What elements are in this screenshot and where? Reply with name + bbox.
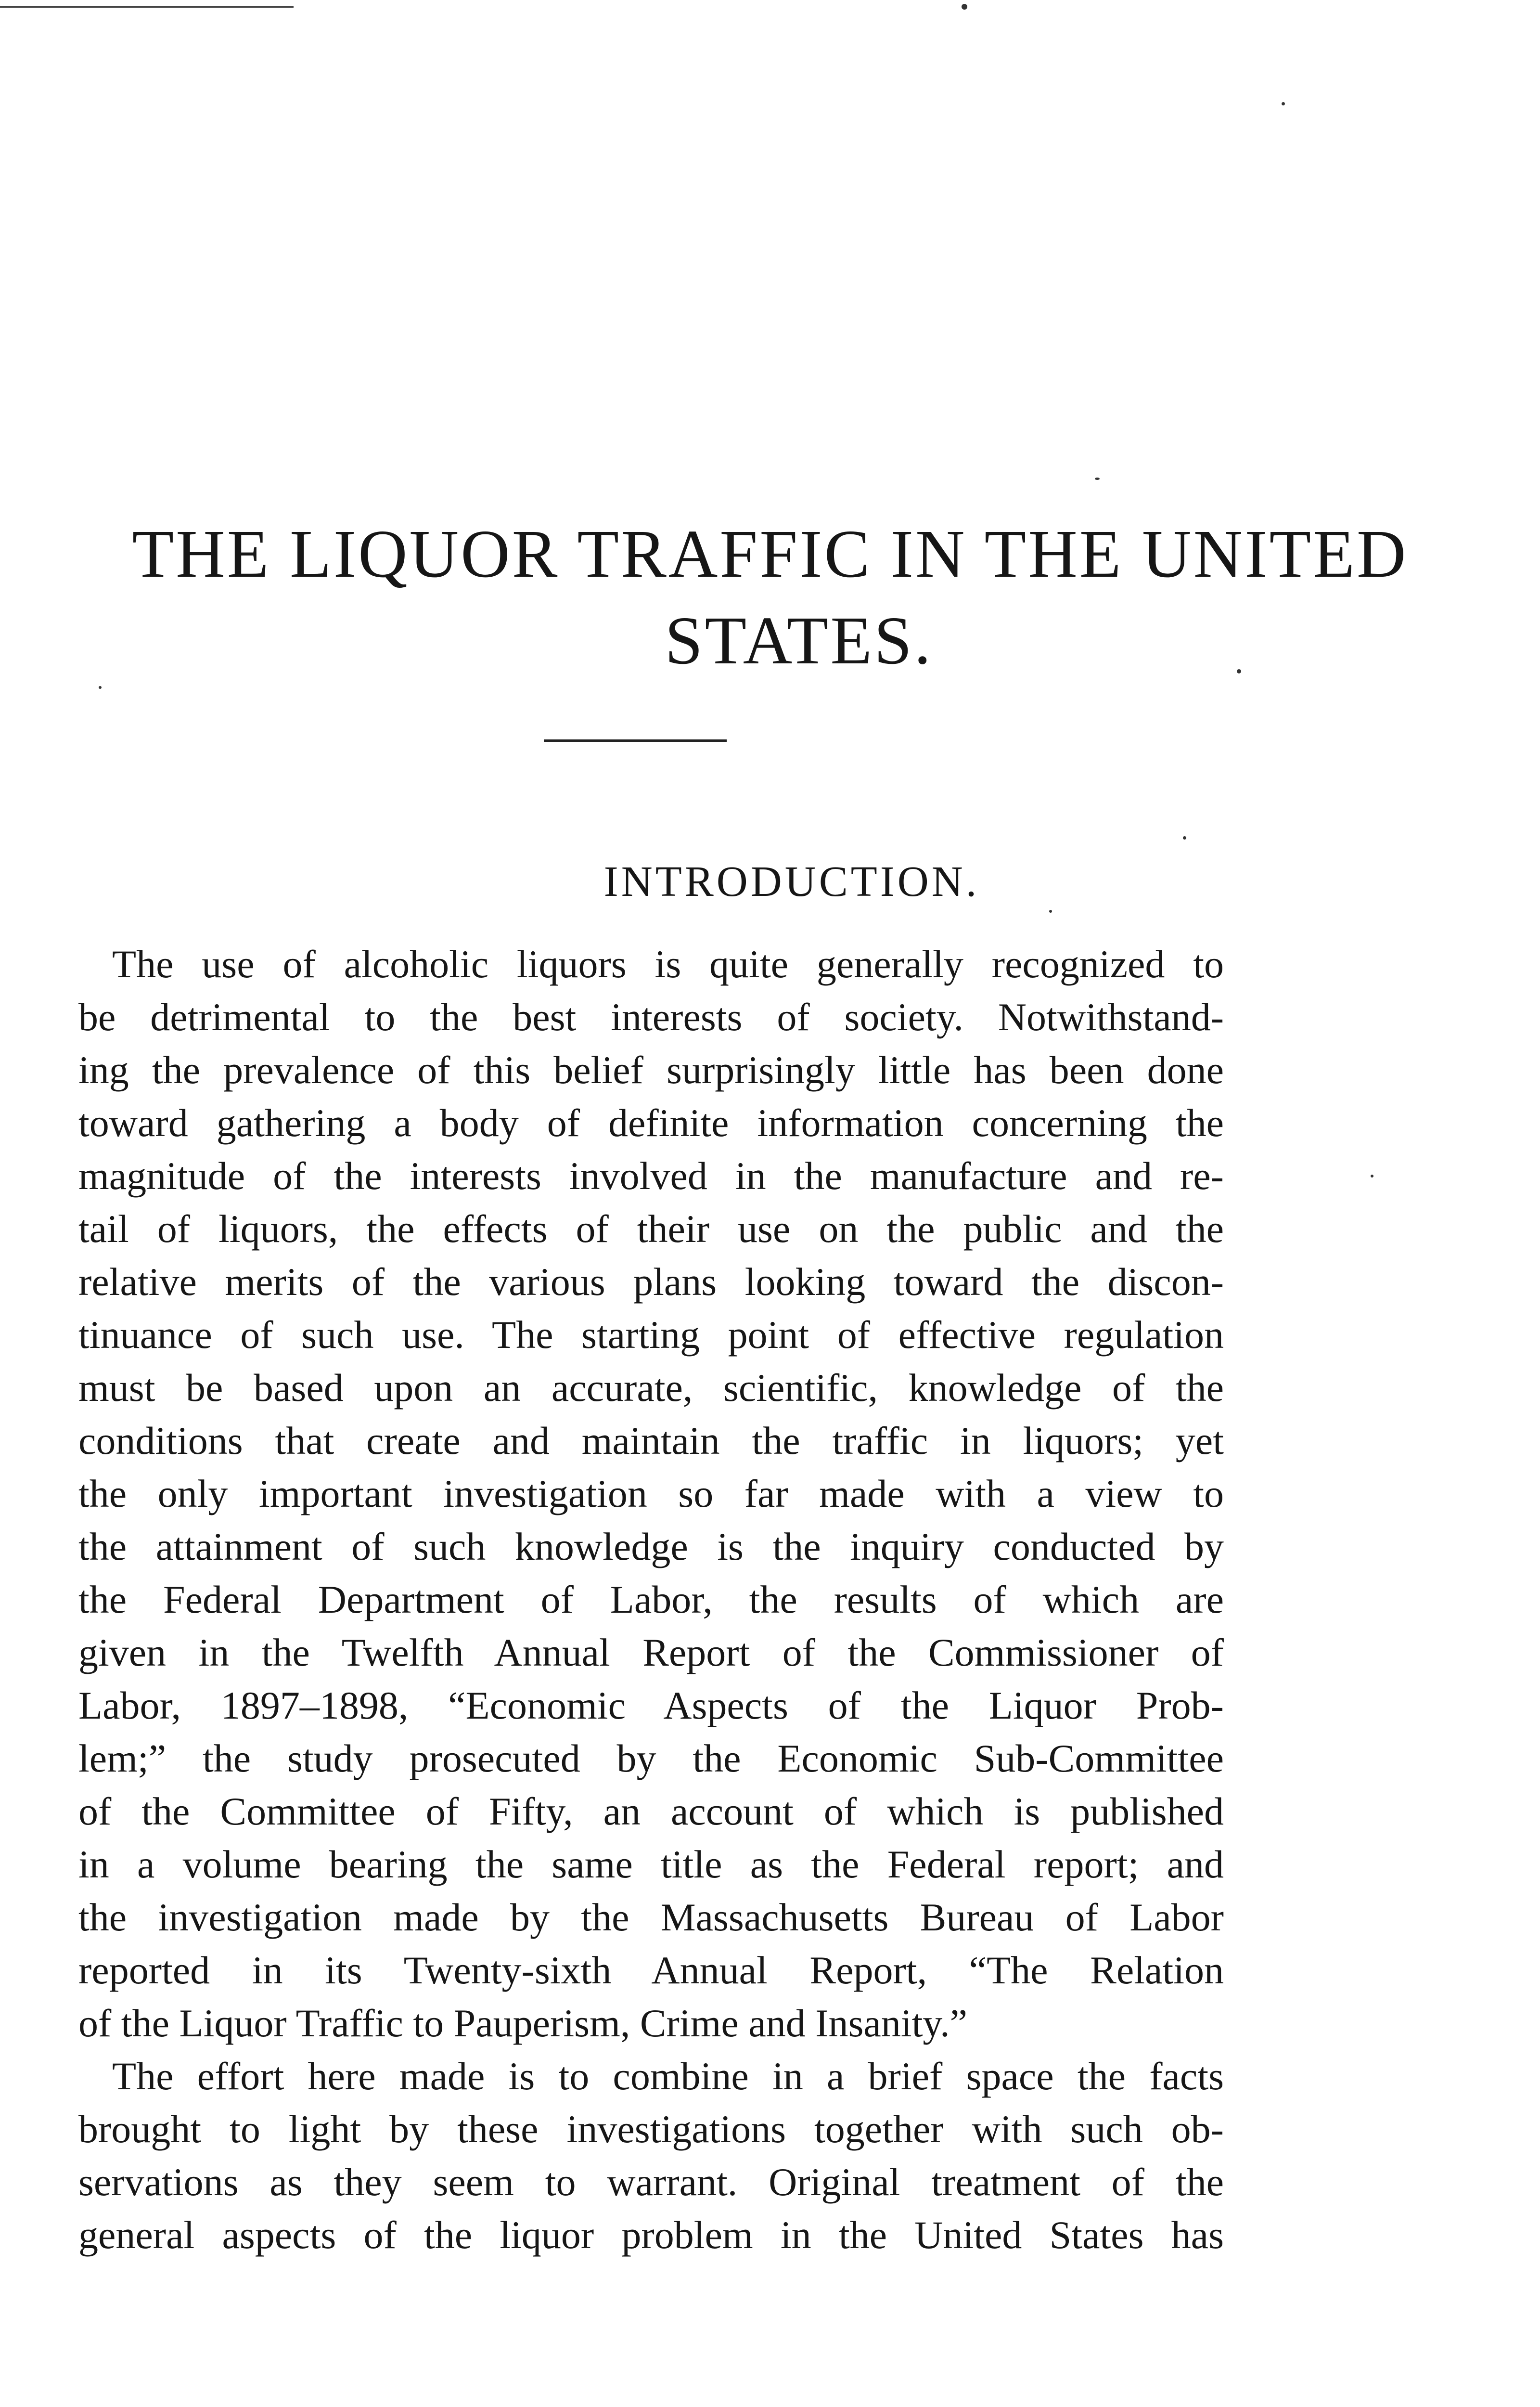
title-divider-rule <box>544 739 727 742</box>
text-line: reported in its Twenty-sixth Annual Report, “The Relation <box>78 1948 1224 1992</box>
text-line: the only important investigation so far made with a view to <box>78 1472 1224 1515</box>
speck <box>1371 1175 1373 1178</box>
speck <box>1183 836 1186 840</box>
chapter-title-line-1: THE LIQUOR TRAFFIC IN THE UNITED <box>132 516 1408 592</box>
text-line: tinuance of such use. The starting point of effective regulation <box>78 1313 1224 1357</box>
chapter-title <box>0 510 1540 684</box>
text-line: tail of liquors, the effects of their use on the public and the <box>78 1207 1224 1251</box>
section-heading: INTRODUCTION. <box>603 858 980 906</box>
text-line: Labor, 1897–1898, “Economic Aspects of the Liquor Prob- <box>78 1683 1224 1727</box>
text-line: of the Committee of Fifty, an account of which is published <box>78 1789 1224 1833</box>
text-line: The effort here made is to combine in a brief space the facts <box>112 2054 1224 2098</box>
text-line: of the Liquor Traffic to Pauperism, Crime and Insanity.” <box>78 2001 967 2045</box>
text-line: general aspects of the liquor problem in the United States has <box>78 2213 1224 2257</box>
text-line: in a volume bearing the same title as the Federal report; and <box>78 1842 1224 1886</box>
speck <box>1095 478 1100 480</box>
text-line: be detrimental to the best interests of society. Notwithstand- <box>78 995 1224 1039</box>
paragraph-2 <box>78 2050 1224 2262</box>
speck <box>1282 102 1285 105</box>
body-text <box>78 938 1224 2262</box>
text-line: toward gathering a body of definite information concerning the <box>78 1101 1224 1145</box>
text-line: the investigation made by the Massachusetts Bureau of Labor <box>78 1895 1224 1939</box>
text-line: the attainment of such knowledge is the inquiry conducted by <box>78 1525 1224 1568</box>
text-line: must be based upon an accurate, scientific, knowledge of the <box>78 1366 1224 1410</box>
chapter-title-line-2: STATES. <box>665 602 933 678</box>
text-line: servations as they seem to warrant. Original treatment of the <box>78 2160 1224 2204</box>
text-line: brought to light by these investigations together with such ob- <box>78 2107 1224 2151</box>
text-line: relative merits of the various plans looking toward the discon- <box>78 1260 1224 1304</box>
text-line: magnitude of the interests involved in the manufacture and re- <box>78 1154 1224 1198</box>
speck <box>1049 910 1052 913</box>
text-line: The use of alcoholic liquors is quite generally recognized to <box>112 942 1224 986</box>
text-line: the Federal Department of Labor, the results of which are <box>78 1578 1224 1621</box>
scan-edge-rule <box>0 6 294 8</box>
speck <box>962 4 967 10</box>
text-line: conditions that create and maintain the traffic in liquors; yet <box>78 1419 1224 1462</box>
text-line: ing the prevalence of this belief surprisingly little has been done <box>78 1048 1224 1092</box>
text-line: given in the Twelfth Annual Report of the Commissioner of <box>78 1631 1224 1674</box>
text-line: lem;” the study prosecuted by the Economic Sub-Committee <box>78 1736 1224 1780</box>
speck <box>99 686 102 689</box>
paragraph-1 <box>78 938 1224 2050</box>
